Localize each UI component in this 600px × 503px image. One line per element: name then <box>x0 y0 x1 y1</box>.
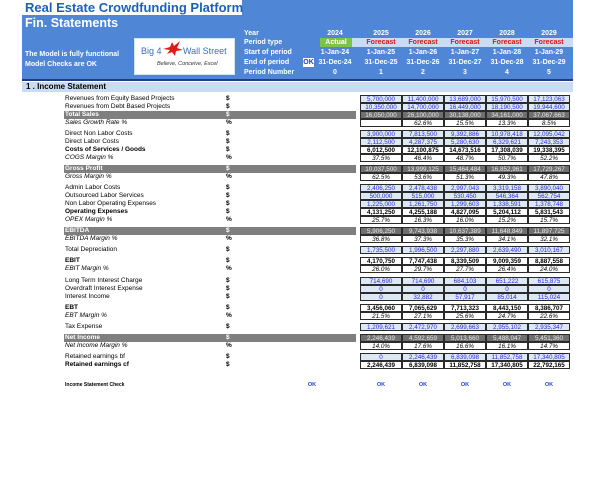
table-cell: 4,255,188 <box>402 208 444 216</box>
period-type-forecast: Forecast <box>534 39 564 46</box>
table-cell[interactable]: 1,338,591 <box>486 200 528 208</box>
table-cell: 37.5% <box>360 154 402 162</box>
table-cell[interactable]: 562,754 <box>528 192 570 200</box>
table-cell: 35.3% <box>444 235 486 243</box>
table-cell[interactable]: 10,978,418 <box>486 130 528 138</box>
table-cell[interactable]: 2,955,102 <box>486 323 528 331</box>
model-status-checks: Model Checks are OK <box>25 61 97 68</box>
row-label: EBITDA <box>65 227 90 234</box>
table-cell[interactable]: 5,700,000 <box>360 95 402 103</box>
label-period-number: Period Number <box>244 69 295 76</box>
table-cell[interactable]: 1,735,500 <box>360 246 402 254</box>
row-label: Operating Expenses <box>65 208 128 215</box>
highlight-bar <box>64 334 356 342</box>
section-divider <box>22 79 573 81</box>
year-cell: 2025 <box>373 30 389 37</box>
row-unit: $ <box>226 192 230 199</box>
row-label: Interest Income <box>65 293 110 300</box>
table-cell: 29.7% <box>402 265 444 273</box>
row-label: OPEX Margin % <box>65 216 113 223</box>
table-cell: 52.2% <box>528 154 570 162</box>
table-cell: 6,012,500 <box>360 146 402 154</box>
row-unit: $ <box>226 95 230 102</box>
table-cell[interactable]: 615,875 <box>528 277 570 285</box>
table-cell[interactable]: 0 <box>444 285 486 293</box>
table-cell: 22,792,165 <box>528 361 570 369</box>
row-unit: $ <box>226 323 230 330</box>
table-cell: 27.1% <box>402 312 444 320</box>
table-cell[interactable]: 7,813,500 <box>402 130 444 138</box>
period-type-actual: Actual <box>320 38 352 47</box>
table-cell: 16.1% <box>486 342 528 350</box>
row-label: EBITDA Margin % <box>65 235 118 242</box>
table-cell: 13.3% <box>486 119 528 127</box>
table-cell[interactable]: 7,243,353 <box>528 138 570 146</box>
row-unit: $ <box>226 285 230 292</box>
label-year: Year <box>244 30 259 37</box>
row-label: EBT <box>65 304 78 311</box>
table-cell: 50.7% <box>486 154 528 162</box>
row-label: Retained earnings cf <box>65 361 129 368</box>
table-cell[interactable]: 2,639,490 <box>486 246 528 254</box>
table-cell: 5,831,543 <box>528 208 570 216</box>
table-cell: 9,009,359 <box>486 257 528 265</box>
table-cell[interactable]: 0 <box>402 285 444 293</box>
row-unit: % <box>226 216 232 223</box>
logo-text-wallstreet: Wall Street <box>183 46 227 56</box>
label-period-type: Period type <box>244 39 283 46</box>
end-date-cell: 31-Dec-24 <box>318 59 352 66</box>
table-cell: 7,747,438 <box>402 257 444 265</box>
row-unit: $ <box>226 246 230 253</box>
table-cell[interactable]: 15,970,500 <box>486 95 528 103</box>
row-label: Outsourced Labor Services <box>65 192 144 199</box>
row-unit: $ <box>226 208 230 215</box>
table-cell[interactable]: 6,839,098 <box>444 353 486 361</box>
table-cell: 5,906,250 <box>360 227 402 235</box>
table-cell[interactable]: 2,246,439 <box>402 353 444 361</box>
row-unit: $ <box>226 353 230 360</box>
table-cell[interactable]: 684,103 <box>444 277 486 285</box>
row-unit: % <box>226 154 232 161</box>
table-cell[interactable]: 3,010,167 <box>528 246 570 254</box>
row-label: Long Term Interest Charge <box>65 277 143 284</box>
row-unit: $ <box>226 184 230 191</box>
check-status-ok: OK <box>502 382 512 388</box>
table-cell: 24.0% <box>528 265 570 273</box>
period-type-forecast: Forecast <box>450 39 480 46</box>
row-label: Sales Growth Rate % <box>65 119 128 126</box>
table-cell: 24.7% <box>486 312 528 320</box>
row-unit: % <box>226 312 232 319</box>
table-cell: 3,456,060 <box>360 304 402 312</box>
table-cell: 6,839,098 <box>402 361 444 369</box>
table-cell[interactable]: 3,900,000 <box>360 130 402 138</box>
check-status-ok: OK <box>376 382 386 388</box>
check-status-ok: OK <box>544 382 554 388</box>
table-cell: 21.5% <box>360 312 402 320</box>
label-end-period: End of period <box>244 59 290 66</box>
table-cell: 14,673,516 <box>444 146 486 154</box>
period-number-cell: 4 <box>505 69 509 76</box>
table-cell: 62.5% <box>360 173 402 181</box>
table-cell[interactable]: 32,882 <box>402 293 444 301</box>
period-number-cell: 0 <box>333 69 337 76</box>
start-date-cell: 1-Jan-26 <box>408 49 438 56</box>
table-cell[interactable]: 0 <box>360 353 402 361</box>
table-cell: 16,852,961 <box>486 165 528 173</box>
table-cell: 15.7% <box>528 216 570 224</box>
table-cell: 19,338,395 <box>528 146 570 154</box>
row-unit: $ <box>226 293 230 300</box>
table-cell[interactable]: 500,000 <box>360 192 402 200</box>
row-label: EBIT <box>65 257 80 264</box>
table-cell[interactable]: 16,449,000 <box>444 103 486 111</box>
row-unit: $ <box>226 138 230 145</box>
row-label: Costs of Services / Goods <box>65 146 146 153</box>
table-cell: 8.5% <box>528 119 570 127</box>
row-unit: $ <box>226 103 230 110</box>
table-cell[interactable]: 714,690 <box>402 277 444 285</box>
table-cell: 2,246,439 <box>360 361 402 369</box>
row-unit: $ <box>226 334 230 341</box>
period-number-cell: 3 <box>463 69 467 76</box>
table-cell[interactable]: 2,297,880 <box>444 246 486 254</box>
table-cell[interactable]: 2,997,043 <box>444 184 486 192</box>
table-cell: 36.8% <box>360 235 402 243</box>
table-cell: 15.5% <box>444 119 486 127</box>
table-cell: 5,488,047 <box>486 334 528 342</box>
check-status-ok: OK <box>460 382 470 388</box>
table-cell[interactable]: 4,287,375 <box>402 138 444 146</box>
table-cell: 4,827,095 <box>444 208 486 216</box>
row-label: Admin Labor Costs <box>65 184 121 191</box>
table-cell[interactable]: 10,350,000 <box>360 103 402 111</box>
start-date-cell: 1-Jan-24 <box>320 49 350 56</box>
table-cell[interactable]: 530,450 <box>444 192 486 200</box>
end-date-cell: 31-Dec-27 <box>448 59 482 66</box>
row-unit: $ <box>226 361 230 368</box>
table-cell: 16,050,000 <box>360 111 402 119</box>
table-cell: 7,065,629 <box>402 304 444 312</box>
company-logo <box>134 38 235 75</box>
end-date-cell: 31-Dec-26 <box>406 59 440 66</box>
table-cell: 14.7% <box>528 342 570 350</box>
row-unit: % <box>226 235 232 242</box>
table-cell: 25.7% <box>360 216 402 224</box>
table-cell: 26.0% <box>360 265 402 273</box>
table-cell[interactable]: 17,340,805 <box>528 353 570 361</box>
table-cell: 5,013,660 <box>444 334 486 342</box>
row-label: Gross Profit <box>65 165 103 172</box>
table-cell: 25.6% <box>444 312 486 320</box>
table-cell[interactable]: 546,364 <box>486 192 528 200</box>
row-label: EBT Margin % <box>65 312 107 319</box>
table-cell: 4,131,250 <box>360 208 402 216</box>
period-number-cell: 5 <box>547 69 551 76</box>
table-cell[interactable]: 1,225,000 <box>360 200 402 208</box>
row-unit: % <box>226 265 232 272</box>
table-cell: 7,713,323 <box>444 304 486 312</box>
row-label: COGS Margin % <box>65 154 114 161</box>
table-cell: 47.8% <box>528 173 570 181</box>
year-cell: 2024 <box>327 30 343 37</box>
table-cell[interactable]: 651,222 <box>486 277 528 285</box>
table-cell <box>360 119 402 127</box>
end-date-cell: 31-Dec-28 <box>490 59 524 66</box>
table-cell[interactable]: 17,123,063 <box>528 95 570 103</box>
check-status-ok: OK <box>418 382 428 388</box>
table-cell: 8,443,150 <box>486 304 528 312</box>
table-cell: 13,999,125 <box>402 165 444 173</box>
table-cell[interactable]: 85,014 <box>486 293 528 301</box>
table-cell: 37.3% <box>402 235 444 243</box>
row-label: Net Income <box>65 334 101 341</box>
logo-tagline: Believe, Conceive, Excel <box>157 61 218 67</box>
row-unit: $ <box>226 146 230 153</box>
row-unit: $ <box>226 165 230 172</box>
table-cell[interactable]: 0 <box>360 293 402 301</box>
table-cell: 62.6% <box>402 119 444 127</box>
row-label: Overdraft Interest Expense <box>65 285 143 292</box>
table-cell[interactable]: 714,690 <box>360 277 402 285</box>
ok-badge[interactable]: OK <box>303 59 314 66</box>
row-label: Total Sales <box>65 111 99 118</box>
start-date-cell: 1-Jan-27 <box>450 49 480 56</box>
end-date-cell: 31-Dec-29 <box>532 59 566 66</box>
table-cell: 34.1% <box>486 235 528 243</box>
table-cell: 15,464,484 <box>444 165 486 173</box>
table-cell: 5,204,112 <box>486 208 528 216</box>
row-label: Direct Non Labor Costs <box>65 130 133 137</box>
table-cell[interactable]: 13,689,000 <box>444 95 486 103</box>
section-title: 1 . Income Statement <box>26 82 107 91</box>
table-cell[interactable]: 6,329,621 <box>486 138 528 146</box>
table-cell: 51.3% <box>444 173 486 181</box>
table-cell[interactable]: 2,112,500 <box>360 138 402 146</box>
highlight-bar <box>64 111 356 119</box>
table-cell[interactable]: 1,378,748 <box>528 200 570 208</box>
row-label: Net Income Margin % <box>65 342 128 349</box>
highlight-bar <box>64 227 356 235</box>
label-start-period: Start of period <box>244 49 292 56</box>
year-cell: 2026 <box>415 30 431 37</box>
table-cell[interactable]: 2,406,250 <box>360 184 402 192</box>
table-cell[interactable]: 1,209,621 <box>360 323 402 331</box>
table-cell[interactable]: 19,944,600 <box>528 103 570 111</box>
table-cell: 30,138,000 <box>444 111 486 119</box>
start-date-cell: 1-Jan-28 <box>492 49 522 56</box>
sheet-subtitle: Fin. Statements <box>25 16 119 30</box>
table-cell[interactable]: 0 <box>528 285 570 293</box>
row-unit: $ <box>226 111 230 118</box>
table-cell[interactable]: 14,700,000 <box>402 103 444 111</box>
table-cell: 49.3% <box>486 173 528 181</box>
table-cell[interactable]: 0 <box>486 285 528 293</box>
table-cell: 37,067,663 <box>528 111 570 119</box>
row-unit: $ <box>226 200 230 207</box>
table-cell[interactable]: 57,917 <box>444 293 486 301</box>
table-cell: 34,161,000 <box>486 111 528 119</box>
table-cell: 8,887,558 <box>528 257 570 265</box>
table-cell[interactable]: 11,400,000 <box>402 95 444 103</box>
check-label: Income Statement Check <box>65 382 125 388</box>
period-type-forecast: Forecast <box>408 39 438 46</box>
table-cell[interactable]: 1,299,603 <box>444 200 486 208</box>
row-unit: % <box>226 342 232 349</box>
table-cell[interactable]: 3,890,040 <box>528 184 570 192</box>
table-cell: 22.6% <box>528 312 570 320</box>
table-cell: 26.4% <box>486 265 528 273</box>
table-cell: 17.6% <box>402 342 444 350</box>
table-cell: 48.7% <box>444 154 486 162</box>
table-cell[interactable]: 18,190,500 <box>486 103 528 111</box>
table-cell: 46.4% <box>402 154 444 162</box>
table-cell: 17,308,039 <box>486 146 528 154</box>
row-unit: % <box>226 119 232 126</box>
year-cell: 2028 <box>499 30 515 37</box>
year-cell: 2027 <box>457 30 473 37</box>
check-status-ok: OK <box>307 382 317 388</box>
table-cell: 11,852,758 <box>444 361 486 369</box>
table-cell: 8,386,707 <box>528 304 570 312</box>
row-unit: $ <box>226 277 230 284</box>
table-cell[interactable]: 2,478,438 <box>402 184 444 192</box>
page-title: Real Estate Crowdfunding Platform <box>25 0 244 15</box>
table-cell[interactable]: 515,000 <box>402 192 444 200</box>
year-cell: 2029 <box>541 30 557 37</box>
table-cell: 10,637,389 <box>444 227 486 235</box>
row-label: Retained earnings bf <box>65 353 125 360</box>
start-date-cell: 1-Jan-25 <box>366 49 396 56</box>
table-cell: 8,339,509 <box>444 257 486 265</box>
table-cell: 53.6% <box>402 173 444 181</box>
table-cell[interactable]: 0 <box>360 285 402 293</box>
table-cell: 27.7% <box>444 265 486 273</box>
table-cell: 17,729,267 <box>528 165 570 173</box>
table-cell: 17,340,805 <box>486 361 528 369</box>
row-label: Gross Margin % <box>65 173 112 180</box>
model-status-functional: The Model is fully functional <box>25 51 120 58</box>
row-label: Non Labor Operating Expenses <box>65 200 157 207</box>
period-type-forecast: Forecast <box>366 39 396 46</box>
table-cell: 16.0% <box>444 216 486 224</box>
table-cell: 11,648,849 <box>486 227 528 235</box>
table-cell[interactable]: 2,935,347 <box>528 323 570 331</box>
table-cell: 5,451,360 <box>528 334 570 342</box>
table-cell[interactable]: 5,280,630 <box>444 138 486 146</box>
table-cell: 4,592,659 <box>402 334 444 342</box>
row-unit: $ <box>226 304 230 311</box>
table-cell[interactable]: 3,319,158 <box>486 184 528 192</box>
row-label: Revenues from Debt Based Projects <box>65 103 171 110</box>
row-label: Total Depreciation <box>65 246 118 253</box>
row-label: Tax Expense <box>65 323 103 330</box>
table-cell: 4,170,750 <box>360 257 402 265</box>
table-cell[interactable]: 12,095,042 <box>528 130 570 138</box>
table-cell[interactable]: 9,392,886 <box>444 130 486 138</box>
row-label: Revenues from Equity Based Projects <box>65 95 175 102</box>
table-cell: 12,100,875 <box>402 146 444 154</box>
row-unit: $ <box>226 130 230 137</box>
row-unit: $ <box>226 257 230 264</box>
row-label: Direct Labor Costs <box>65 138 119 145</box>
table-cell[interactable]: 2,699,663 <box>444 323 486 331</box>
table-cell: 9,743,938 <box>402 227 444 235</box>
period-number-cell: 1 <box>379 69 383 76</box>
table-cell[interactable]: 115,024 <box>528 293 570 301</box>
eagle-icon <box>161 40 185 60</box>
end-date-cell: 31-Dec-25 <box>364 59 398 66</box>
table-cell[interactable]: 1,261,750 <box>402 200 444 208</box>
table-cell: 16.6% <box>444 342 486 350</box>
table-cell: 32.1% <box>528 235 570 243</box>
row-label: EBIT Margin % <box>65 265 109 272</box>
row-unit: $ <box>226 227 230 234</box>
table-cell: 15.2% <box>486 216 528 224</box>
table-cell: 26,100,000 <box>402 111 444 119</box>
logo-text-big4: Big 4 <box>141 46 162 56</box>
table-cell: 11,897,725 <box>528 227 570 235</box>
table-cell: 14.0% <box>360 342 402 350</box>
highlight-bar <box>64 165 356 173</box>
table-cell: 2,246,439 <box>360 334 402 342</box>
table-cell: 16.3% <box>402 216 444 224</box>
period-number-cell: 2 <box>421 69 425 76</box>
table-cell[interactable]: 11,852,758 <box>486 353 528 361</box>
period-type-forecast: Forecast <box>492 39 522 46</box>
row-unit: % <box>226 173 232 180</box>
table-cell[interactable]: 1,996,500 <box>402 246 444 254</box>
start-date-cell: 1-Jan-29 <box>534 49 564 56</box>
table-cell: 10,037,500 <box>360 165 402 173</box>
table-cell[interactable]: 2,472,970 <box>402 323 444 331</box>
